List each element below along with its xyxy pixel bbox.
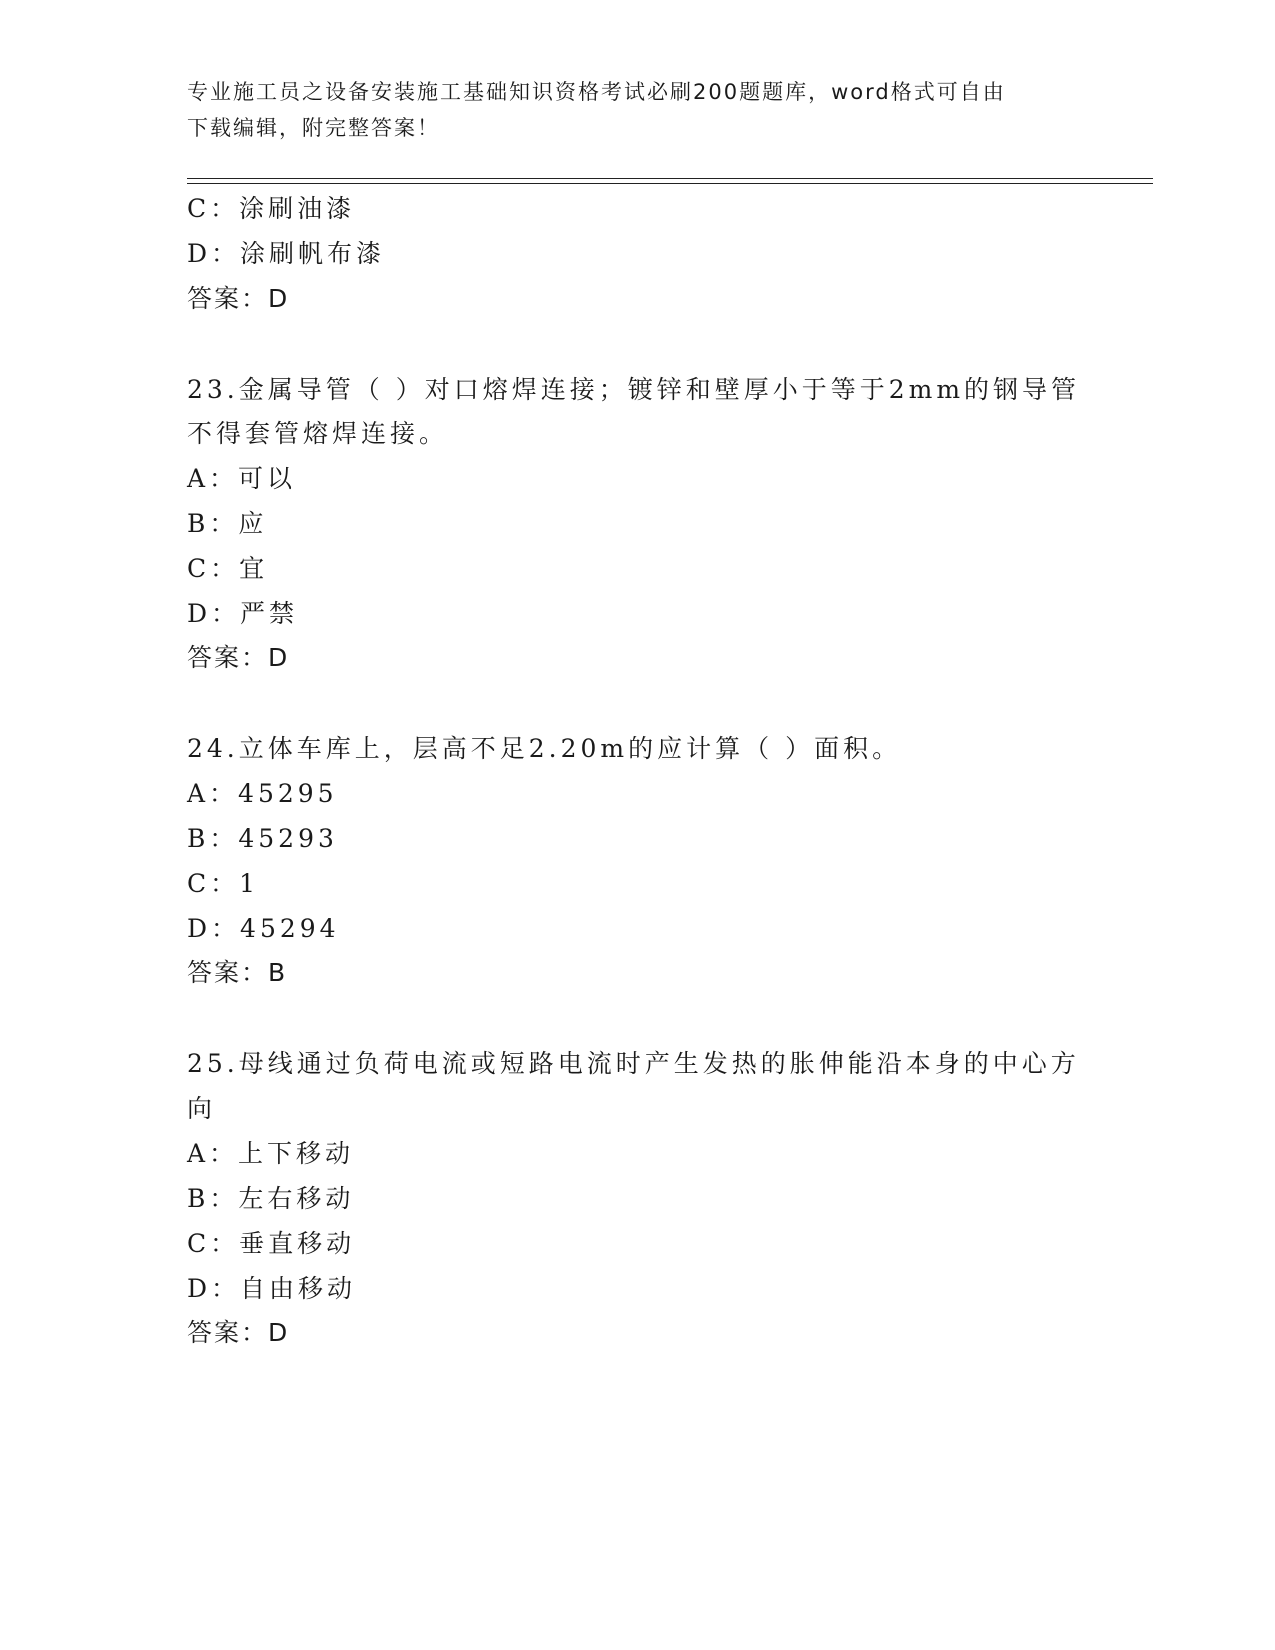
q24-stem-line-1: 24.立体车库上，层高不足2.20m的应计算（ ）面积。 bbox=[187, 734, 902, 763]
header-line-1: 专业施工员之设备安装施工基础知识资格考试必刷200题题库，word格式可自由 bbox=[187, 80, 1006, 104]
q24-option-c: C：1 bbox=[187, 869, 260, 898]
header-line-2: 下载编辑，附完整答案！ bbox=[187, 116, 440, 140]
q25-option-d: D：自由移动 bbox=[187, 1274, 357, 1303]
q25-stem-line-2: 向 bbox=[187, 1094, 217, 1123]
q23-option-a: A：可以 bbox=[187, 464, 297, 493]
q23-option-c: C：宜 bbox=[187, 554, 269, 583]
q23-stem-line-2: 不得套管熔焊连接。 bbox=[187, 419, 449, 448]
q23-stem-line-1: 23.金属导管（ ）对口熔焊连接；镀锌和壁厚小于等于2mm的钢导管 bbox=[187, 375, 1081, 404]
q24-option-d: D：45294 bbox=[187, 914, 340, 943]
prev-option-c: C：涂刷油漆 bbox=[187, 194, 356, 223]
q25-option-c: C：垂直移动 bbox=[187, 1229, 356, 1258]
q24-answer: 答案：B bbox=[187, 958, 288, 987]
q25-option-b: B：左右移动 bbox=[187, 1184, 355, 1213]
prev-answer: 答案：D bbox=[187, 284, 290, 313]
q23-option-d: D：严禁 bbox=[187, 599, 299, 628]
prev-option-d: D：涂刷帆布漆 bbox=[187, 239, 386, 268]
q25-stem-line-1: 25.母线通过负荷电流或短路电流时产生发热的胀伸能沿本身的中心方 bbox=[187, 1049, 1080, 1078]
q23-option-b: B：应 bbox=[187, 509, 268, 538]
q24-option-a: A：45295 bbox=[187, 779, 338, 808]
q25-answer: 答案：D bbox=[187, 1318, 290, 1347]
document-header bbox=[187, 74, 1067, 146]
q25-option-a: A：上下移动 bbox=[187, 1139, 355, 1168]
q23-answer: 答案：D bbox=[187, 643, 290, 672]
header-divider-bottom bbox=[187, 183, 1153, 184]
q24-option-b: B：45293 bbox=[187, 824, 338, 853]
header-divider-top bbox=[187, 178, 1153, 179]
